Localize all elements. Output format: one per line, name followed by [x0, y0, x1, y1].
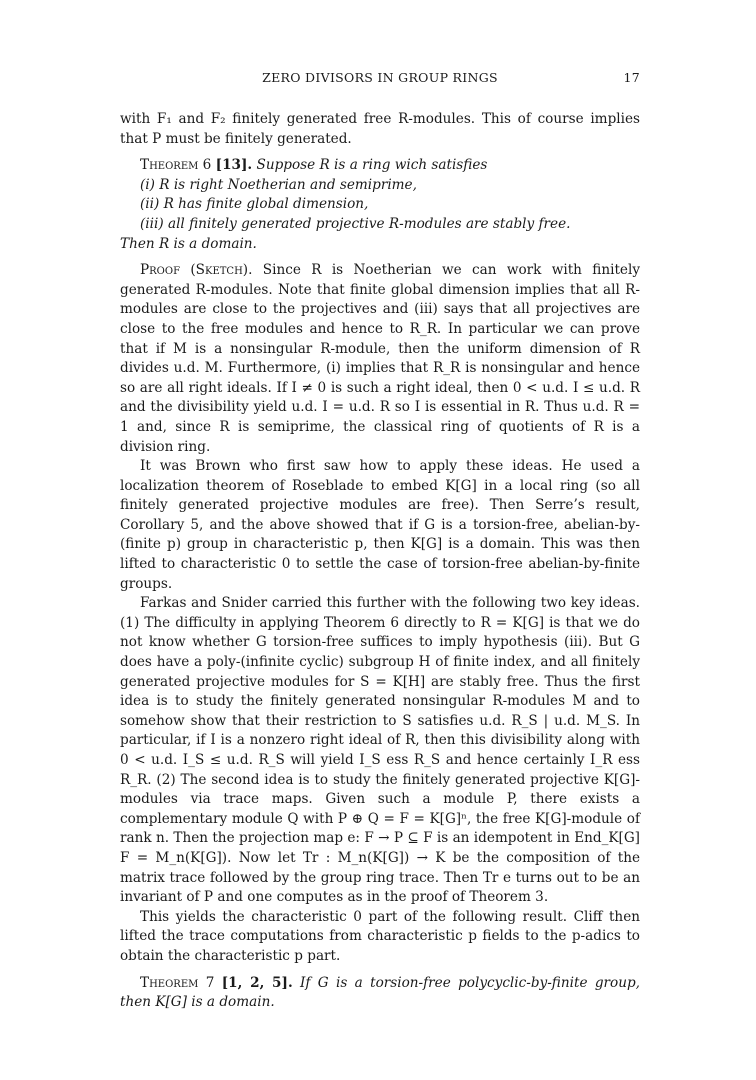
theorem-7-label: Theorem 7 — [140, 974, 215, 991]
paragraph-characteristic: This yields the characteristic 0 part of the following result. Cliff then lifted the trace computations from characteristic p fields to the p-adics to obtain the characteristic p part. — [120, 908, 640, 964]
proof-text: Since R is Noetherian we can work with finitely generated R-modules. Note that finite global dimension implies that all R-modules are close to the projectives and (iii) says that all projectives are close to the free modules and hence to R_R. In particular we can prove that if M is a nonsingular R-module, then the uniform dimension of R divides u.d. M. Furthermore, (i) implies that R_R is nonsingular and hence so are all right ideals. If I ≠ 0 is such a right ideal, then 0 < u.d. I ≤ u.d. R and the divisibility yield u.d. I = u.d. R so I is essential in R. Thus u.d. R = 1 and, since R is semiprime, the classical ring of quotients of R is a division ring. — [120, 262, 641, 455]
theorem-7 — [120, 974, 640, 1013]
page-number: 17 — [623, 70, 640, 85]
theorem-6-label: Theorem 6 — [140, 157, 212, 174]
theorem-6-item-2: (ii) R has finite global dimension, — [140, 196, 369, 213]
proof-sketch — [120, 261, 640, 457]
paragraph-continuation: with F₁ and F₂ finitely generated free R-modules. This of course implies that P must be finitely generated. — [120, 111, 640, 147]
theorem-6-item-1: (i) R is right Noetherian and semiprime, — [140, 176, 417, 193]
proof-label: Proof (Sketch). — [140, 262, 253, 279]
theorem-7-statement: If G is a torsion-free polycyclic-by-finite group, then K[G] is a domain. — [120, 974, 640, 1011]
theorem-7-citation: [1, 2, 5]. — [221, 974, 293, 991]
theorem-6-intro: Suppose R is a ring wich satisfies — [256, 157, 488, 174]
theorem-6-citation: [13]. — [215, 157, 253, 174]
running-title: ZERO DIVISORS IN GROUP RINGS — [262, 70, 498, 85]
theorem-6-conclusion: Then R is a domain. — [120, 235, 257, 252]
running-head — [120, 70, 640, 94]
paragraph-brown: It was Brown who first saw how to apply these ideas. He used a localization theorem of Roseblade to embed K[G] in a local ring (so all finitely generated projective modules are free). Then Serre’s result, Corollary 5, and the above showed that if G is a torsion-free, abelian-by-(finite p) group in characteristic p, then K[G] is a domain. This was then lifted to characteristic 0 to settle the case of torsion-free abelian-by-finite groups. — [120, 458, 640, 592]
theorem-6 — [120, 156, 640, 254]
paragraph-farkas-snider: Farkas and Snider carried this further with the following two key ideas. (1) The difficulty in applying Theorem 6 directly to R = K[G] is that we do not know whether G torsion-free suffices to imply hypothesis (iii). But G does have a poly-(infinite cyclic) subgroup H of finite index, and all finitely generated projective modules for S = K[H] are stably free. Thus the first idea is to study the finitely generated nonsingular R-modules M and to somehow show that their restriction to S satisfies u.d. R_S | u.d. M_S. In particular, if I is a nonzero right ideal of R, then this divisibility along with 0 < u.d. I_S ≤ u.d. R_S will yield I_S ess R_S and hence certainly I_R ess R_R. (2) The second idea is to study the finitely generated projective K[G]-modules via trace maps. Given such a module P, there exists a complementary module Q with P ⊕ Q = F = K[G]ⁿ, the free K[G]-module of rank n. Then the projection map e: F → P ⊆ F is an idempotent in End_K[G] F = M_n(K[G]). Now let Tr : M_n(K[G]) → K be the composition of the matrix trace followed by the group ring trace. Then Tr e turns out to be an invariant of P and one computes as in the proof of Theorem 3. — [120, 595, 640, 906]
page — [120, 70, 640, 1013]
theorem-6-item-3: (iii) all finitely generated projective R-modules are stably free. — [140, 215, 571, 232]
